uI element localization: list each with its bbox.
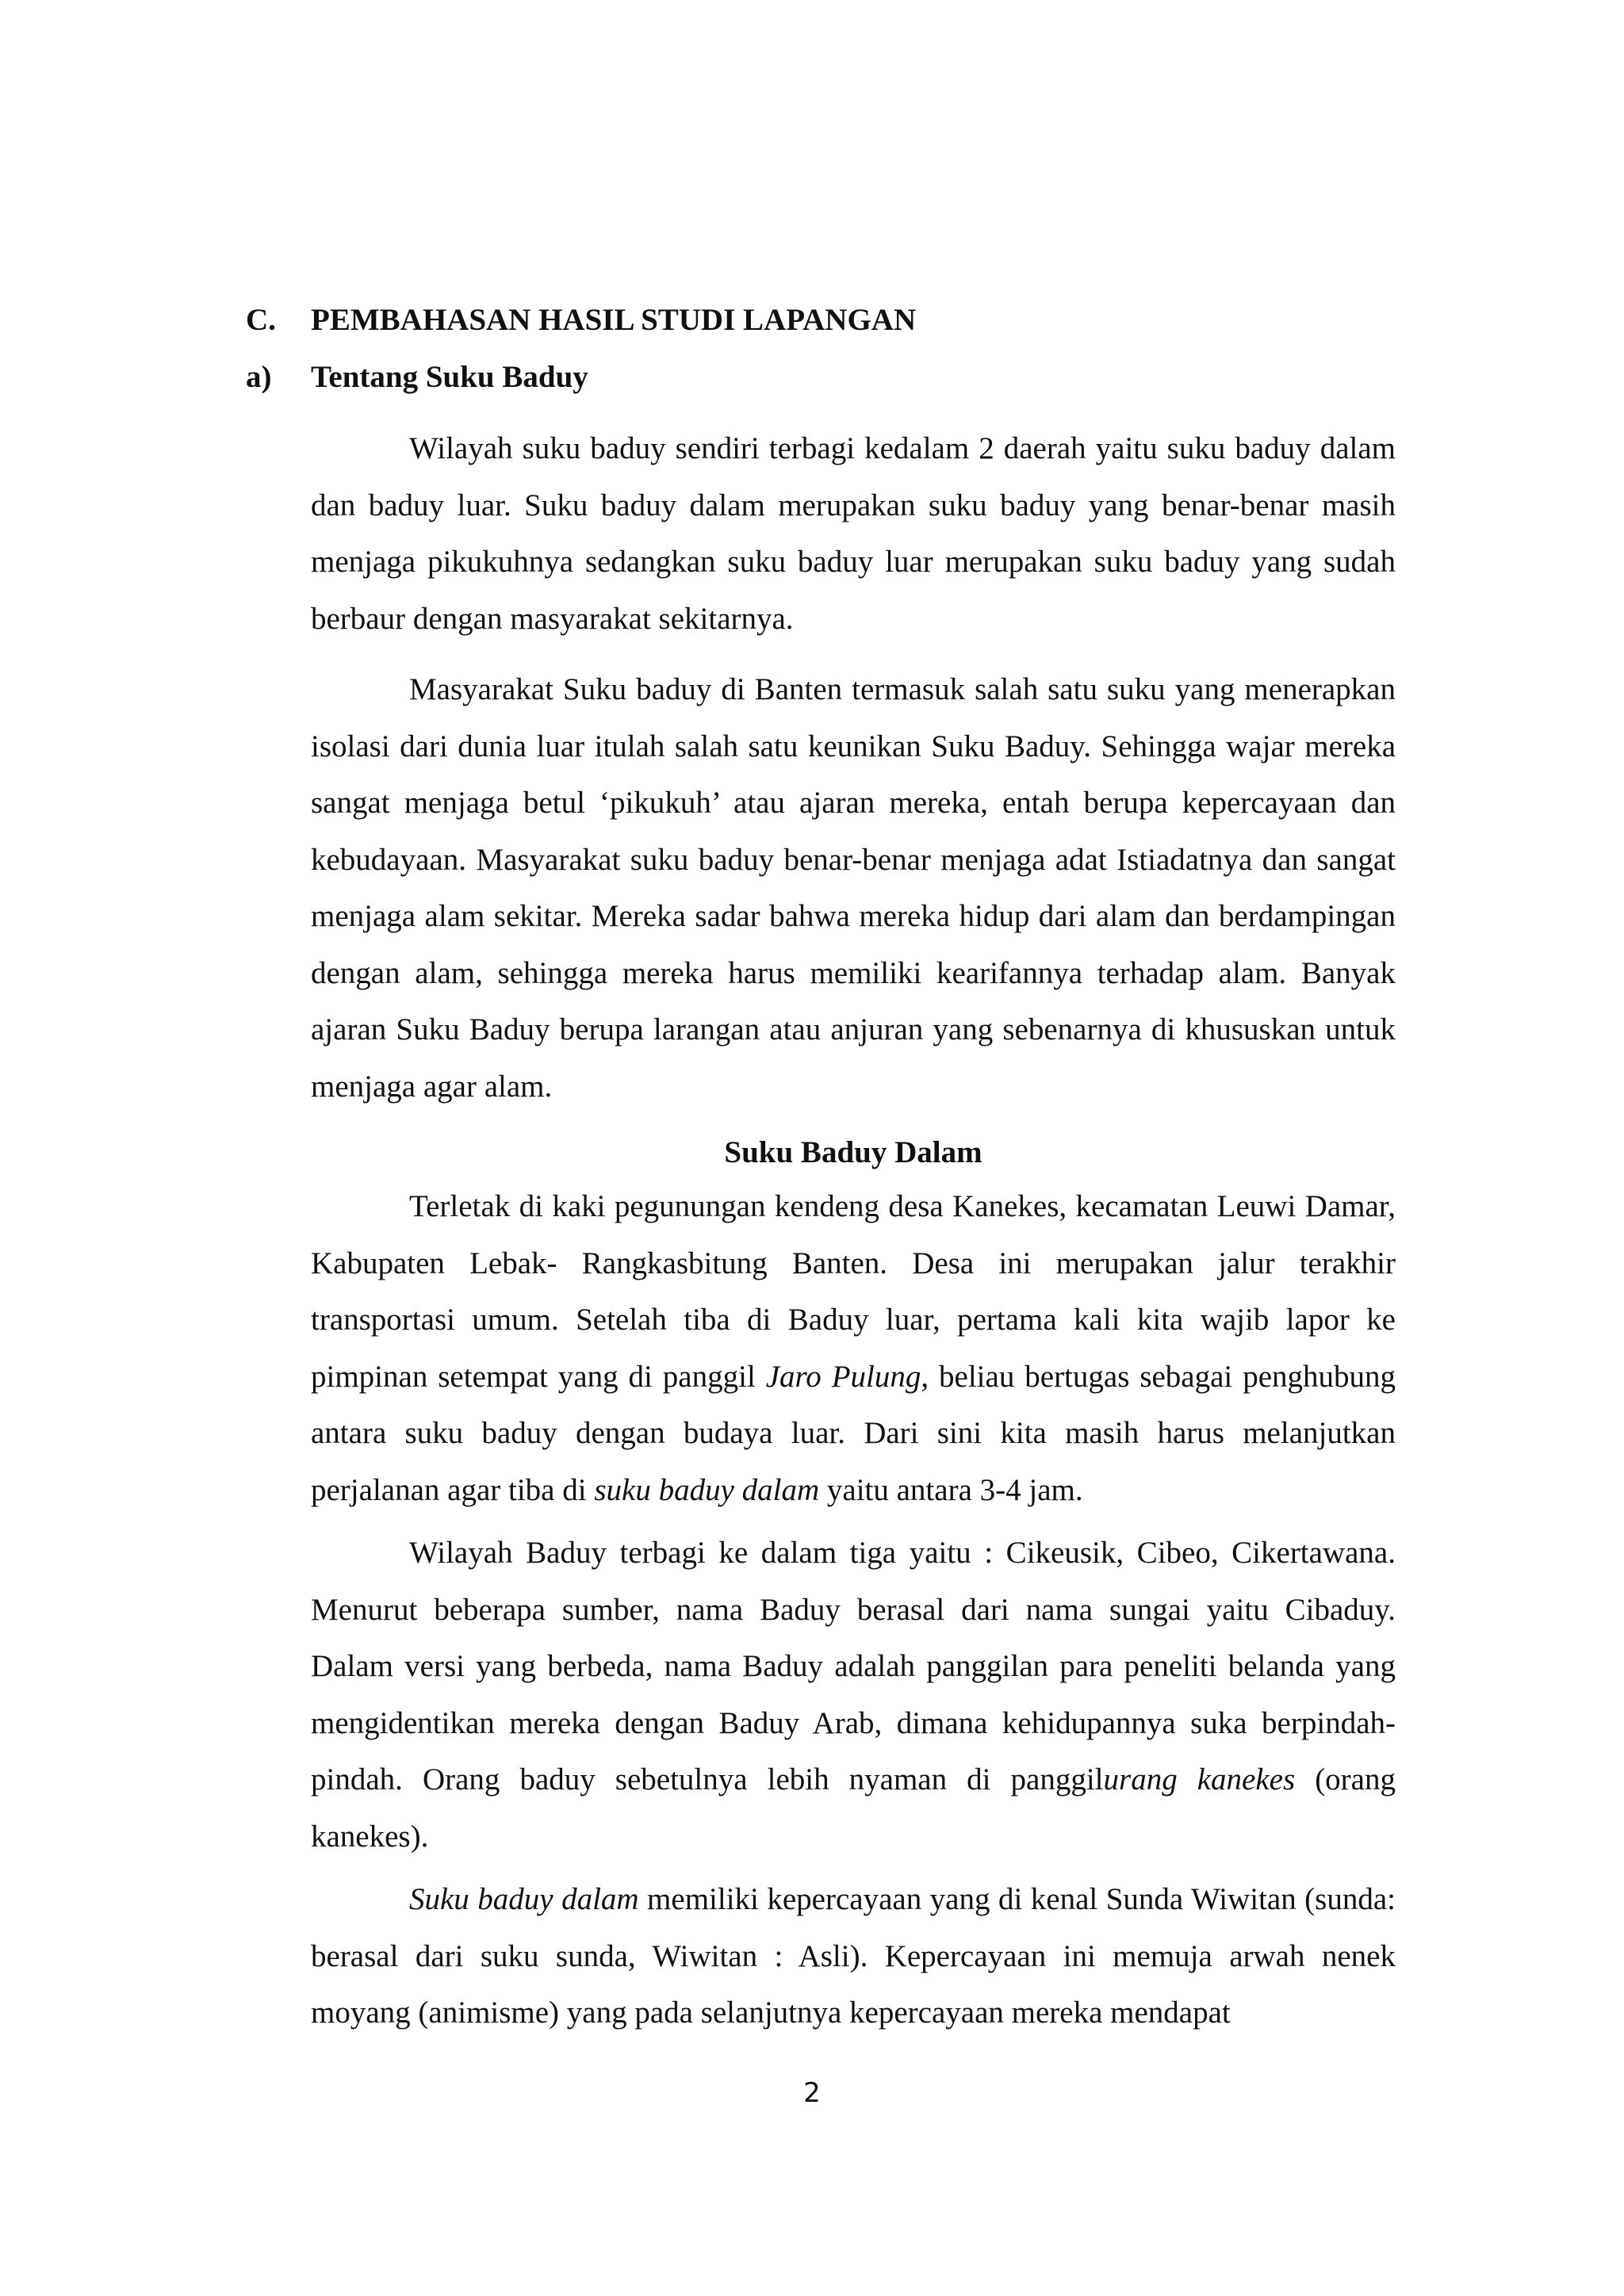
- subheading-suku-baduy-dalam: Suku Baduy Dalam: [724, 1135, 982, 1169]
- p3-text-1: Terletak di kaki pegunungan kendeng desa Kanekes, kecamatan Leuwi Damar, Kabupaten Lebak- Rangkasbitung Banten. Desa ini merupakan jalur terakhir transportasi umum. Setelah tiba di Baduy luar, pertama kali kita wajib lapor ke pimpinan setempat yang di panggil: [311, 1189, 1396, 1394]
- p3-text-3: yaitu antara 3-4 jam.: [819, 1472, 1083, 1507]
- section-heading-c: [246, 300, 1396, 357]
- page-content: [246, 300, 1396, 2048]
- paragraph-terletak: [311, 1178, 1396, 1518]
- section-title: PEMBAHASAN HASIL STUDI LAPANGAN: [311, 303, 917, 337]
- page-number: 2: [803, 2077, 821, 2109]
- body-text: [311, 420, 1396, 2042]
- p4-text-2: (orang kanekes).: [311, 1762, 1396, 1854]
- section-number: C.: [246, 303, 276, 337]
- p5-text-1: memiliki kepercayaan yang di kenal Sunda Wiwitan (sunda: berasal dari suku sunda, Wiwitan : Asli). Kepercayaan ini memuja arwah nenek moyang (animisme) yang pada selanjutnya kepercayaan mereka mendapat: [311, 1882, 1396, 2030]
- subsection-heading-a: [246, 357, 1396, 414]
- paragraph-wilayah-baduy: [311, 1525, 1396, 1865]
- p4-text-1: Wilayah Baduy terbagi ke dalam tiga yaitu : Cikeusik, Cibeo, Cikertawana. Menurut beberapa sumber, nama Baduy berasal dari nama sungai yaitu Cibaduy. Dalam versi yang berbeda, nama Baduy adalah panggilan para peneliti belanda yang mengidentikan mereka dengan Baduy Arab, dimana kehidupannya suka berpindah-pindah. Orang baduy sebetulnya lebih nyaman di panggil: [311, 1536, 1396, 1797]
- p3-italic-jaro-pulung: Jaro Pulung: [765, 1359, 921, 1394]
- subsection-number: a): [246, 360, 272, 394]
- p4-italic-urang-kanekes: urang kanekes: [1103, 1762, 1296, 1797]
- p3-text-2: , beliau bertugas sebagai penghubung antara suku baduy dengan budaya luar. Dari sini kita masih harus melanjutkan perjalanan agar tiba di: [311, 1359, 1396, 1507]
- p5-italic-suku-baduy-dalam: Suku baduy dalam: [409, 1882, 639, 1916]
- p3-italic-suku-baduy-dalam: suku baduy dalam: [594, 1472, 820, 1507]
- paragraph-masyarakat: Masyarakat Suku baduy di Banten termasuk salah satu suku yang menerapkan isolasi dari dunia luar itulah salah satu keunikan Suku Baduy. Sehingga wajar mereka sangat menjaga betul ‘pikukuh’ atau ajaran mereka, entah berupa kepercayaan dan kebudayaan. Masyarakat suku baduy benar-benar menjaga adat Istiadatnya dan sangat menjaga alam sekitar. Mereka sadar bahwa mereka hidup dari alam dan berdampingan dengan alam, sehingga mereka harus memiliki kearifannya terhadap alam. Banyak ajaran Suku Baduy berupa larangan atau anjuran yang sebenarnya di khususkan untuk menjaga agar alam.: [311, 672, 1396, 1104]
- paragraph-kepercayaan: [311, 1871, 1396, 2042]
- subsection-title: Tentang Suku Baduy: [311, 360, 588, 394]
- paragraph-wilayah: Wilayah suku baduy sendiri terbagi kedalam 2 daerah yaitu suku baduy dalam dan baduy luar. Suku baduy dalam merupakan suku baduy yang benar-benar masih menjaga pikukuhnya sedangkan suku baduy luar merupakan suku baduy yang sudah berbaur dengan masyarakat sekitarnya.: [311, 431, 1396, 636]
